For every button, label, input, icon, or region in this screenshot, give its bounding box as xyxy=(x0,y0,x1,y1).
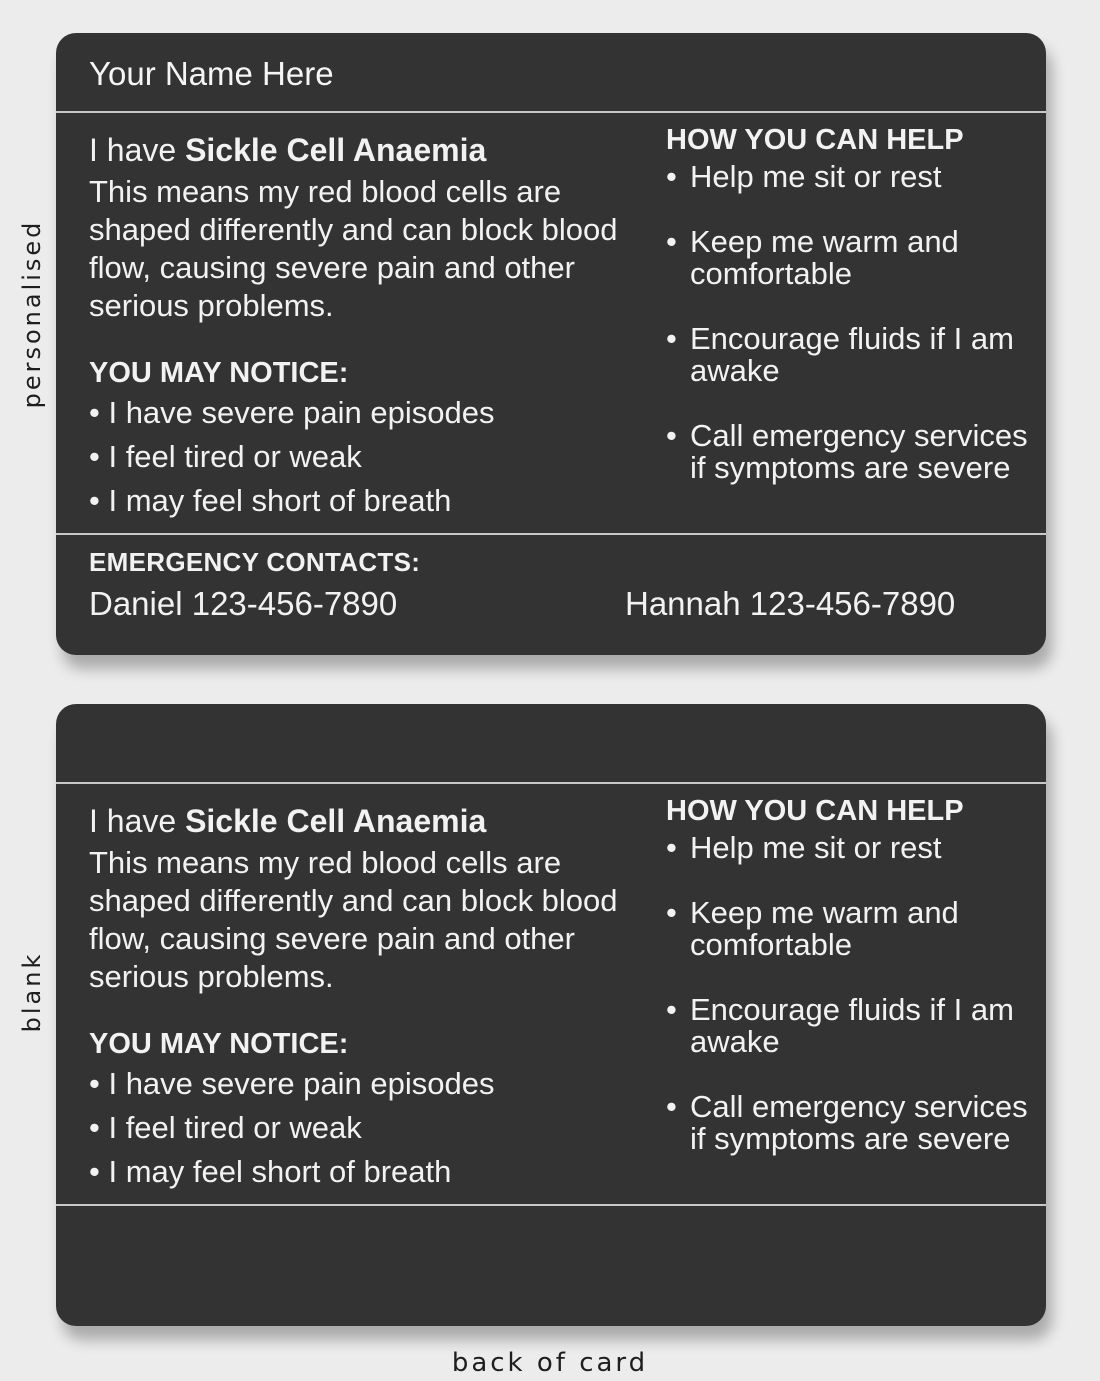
help-item: • Keep me warm and comfortable xyxy=(666,897,1036,961)
help-item: • Encourage fluids if I am awake xyxy=(666,323,1036,387)
personalised-card xyxy=(56,33,1046,655)
personalised-label: personalised xyxy=(18,219,46,409)
notice-item: • I feel tired or weak xyxy=(89,1110,362,1145)
condition-description: This means my red blood cells are shaped differently and can block blood flow, causing severe pain and other serious problems. xyxy=(89,174,618,323)
notice-list xyxy=(89,391,649,523)
blank-label: blank xyxy=(18,951,46,1033)
info-column xyxy=(89,131,649,523)
help-item: • Keep me warm and comfortable xyxy=(666,226,1036,290)
caption: back of card xyxy=(451,1348,649,1378)
cardholder-name: Your Name Here xyxy=(89,55,334,92)
help-heading: HOW YOU CAN HELP xyxy=(666,124,964,156)
condition-statement xyxy=(89,802,649,840)
help-list xyxy=(666,161,1036,484)
notice-item: • I may feel short of breath xyxy=(89,1154,452,1189)
notice-item: • I may feel short of breath xyxy=(89,483,452,518)
help-item: • Help me sit or rest xyxy=(666,832,1036,864)
help-list xyxy=(666,832,1036,1155)
notice-item: • I feel tired or weak xyxy=(89,439,362,474)
help-item: • Encourage fluids if I am awake xyxy=(666,994,1036,1058)
notice-item: • I have severe pain episodes xyxy=(89,1066,495,1101)
help-item: • Call emergency services if symptoms are severe xyxy=(666,1091,1036,1155)
intro-prefix: I have xyxy=(89,803,186,839)
help-heading: HOW YOU CAN HELP xyxy=(666,795,964,827)
emergency-contact: Hannah 123-456-7890 xyxy=(625,585,956,622)
intro-prefix: I have xyxy=(89,132,186,168)
info-column xyxy=(89,802,649,1194)
condition-name: Sickle Cell Anaemia xyxy=(185,803,487,839)
condition-name: Sickle Cell Anaemia xyxy=(185,132,487,168)
condition-statement xyxy=(89,131,649,169)
help-item: • Help me sit or rest xyxy=(666,161,1036,193)
blank-card xyxy=(56,704,1046,1326)
notice-heading: YOU MAY NOTICE: xyxy=(89,357,349,389)
help-column xyxy=(666,121,1036,517)
name-row xyxy=(56,33,1046,113)
help-item: • Call emergency services if symptoms are severe xyxy=(666,420,1036,484)
help-column xyxy=(666,792,1036,1188)
contacts-divider xyxy=(56,533,1046,535)
notice-heading: YOU MAY NOTICE: xyxy=(89,1028,349,1060)
notice-list xyxy=(89,1062,649,1194)
condition-description: This means my red blood cells are shaped differently and can block blood flow, causing severe pain and other serious problems. xyxy=(89,845,618,994)
contacts-divider xyxy=(56,1204,1046,1206)
emergency-contact: Daniel 123-456-7890 xyxy=(89,585,398,622)
name-row xyxy=(56,704,1046,784)
contacts-heading: EMERGENCY CONTACTS: xyxy=(89,547,421,577)
notice-item: • I have severe pain episodes xyxy=(89,395,495,430)
